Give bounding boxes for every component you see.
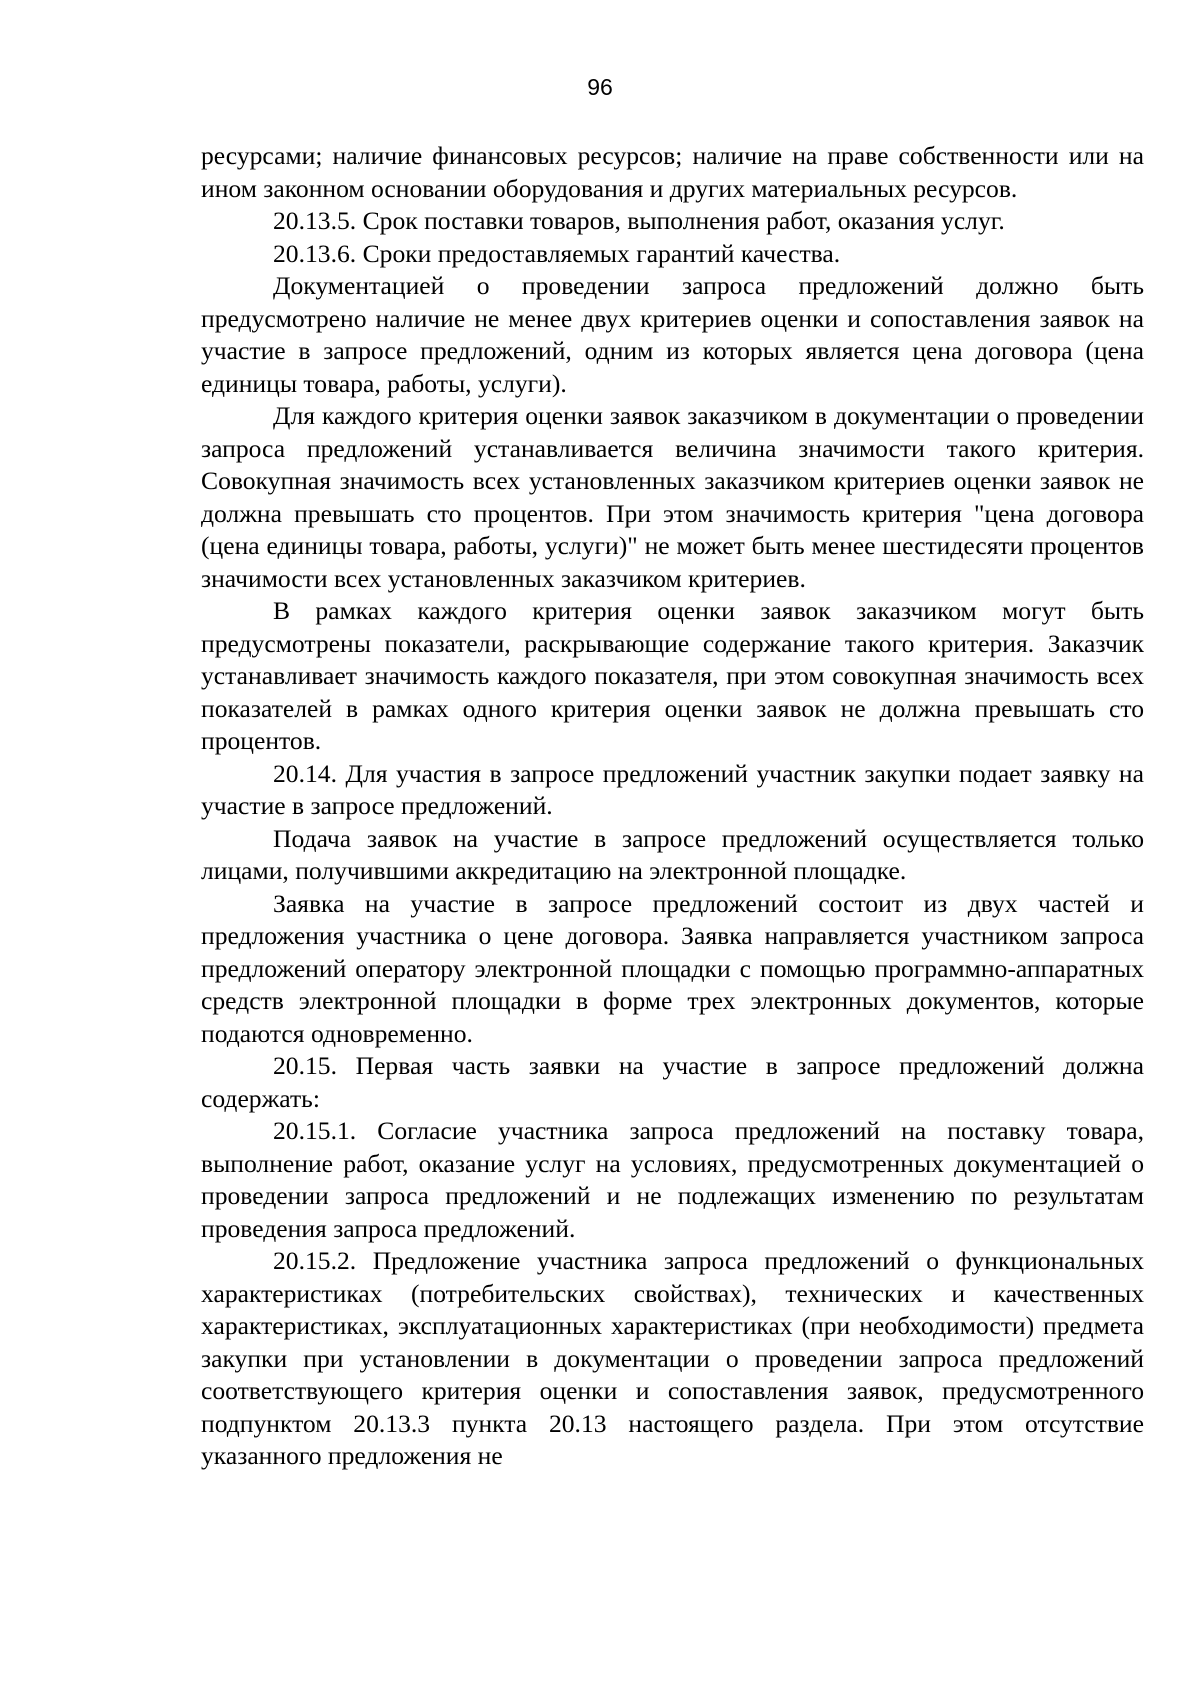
paragraph-20-15: 20.15. Первая часть заявки на участие в запросе предложений должна содержать: [201,1051,1144,1113]
paragraph-criteria-significance: Для каждого критерия оценки заявок заказчиком в документации о проведении запроса предложений устанавливается величина значимости такого критерия. Совокупная значимость всех установленных заказчиком критериев оценки заявок не должна превышать сто процентов. При этом значимость критерия "цена договора (цена единицы товара, работы, услуги)" не может быть менее шестидесяти процентов значимости всех установленных заказчиком критериев. [201,401,1144,593]
paragraph-indicators: В рамках каждого критерия оценки заявок заказчиком могут быть предусмотрены показатели, раскрывающие содержание такого критерия. Заказчик устанавливает значимость каждого показателя, при этом совокупная значимость всех показателей в рамках одного критерия оценки заявок не должна превышать сто процентов. [201,596,1144,755]
paragraph-application-parts: Заявка на участие в запросе предложений состоит из двух частей и предложения участника о цене договора. Заявка направляется участником запроса предложений оператору электронной площадки с помощью программно-аппаратных средств электронной площадки в форме трех электронных документов, которые подаются одновременно. [201,888,1144,1048]
paragraph-criteria-requirement: Документацией о проведении запроса предложений должно быть предусмотрено наличие не менее двух критериев оценки и сопоставления заявок на участие в запросе предложений, одним из которых является цена договора (цена единицы товара, работы, услуги). [201,271,1144,398]
paragraph-submission: Подача заявок на участие в запросе предложений осуществляется только лицами, получившими аккредитацию на электронной площадке. [201,823,1144,885]
page-number: 96 [587,74,613,100]
paragraph-20-13-6: 20.13.6. Сроки предоставляемых гарантий качества. [273,238,841,268]
paragraph-20-13-5: 20.13.5. Срок поставки товаров, выполнения работ, оказания услуг. [273,206,1005,235]
paragraph-continuation: ресурсами; наличие финансовых ресурсов; наличие на праве собственности или на ином законном основании оборудования и других материальных ресурсов. [201,141,1144,203]
paragraph-20-15-1: 20.15.1. Согласие участника запроса предложений на поставку товара, выполнение работ, оказание услуг на условиях, предусмотренных документацией о проведении запроса предложений и не подлежащих изменению по результатам проведения запроса предложений. [201,1116,1144,1243]
document-body [201,140,1144,1473]
paragraph-20-15-2: 20.15.2. Предложение участника запроса предложений о функциональных характеристиках (потребительских свойствах), технических и качественных характеристиках, эксплуатационных характеристиках (при необходимости) предмета закупки при установлении в документации о проведении запроса предложений соответствующего критерия оценки и сопоставления заявок, предусмотренного подпунктом 20.13.3 пункта 20.13 настоящего раздела. При этом отсутствие указанного предложения не [201,1246,1144,1470]
paragraph-20-14: 20.14. Для участия в запросе предложений участник закупки подает заявку на участие в запросе предложений. [201,758,1144,820]
